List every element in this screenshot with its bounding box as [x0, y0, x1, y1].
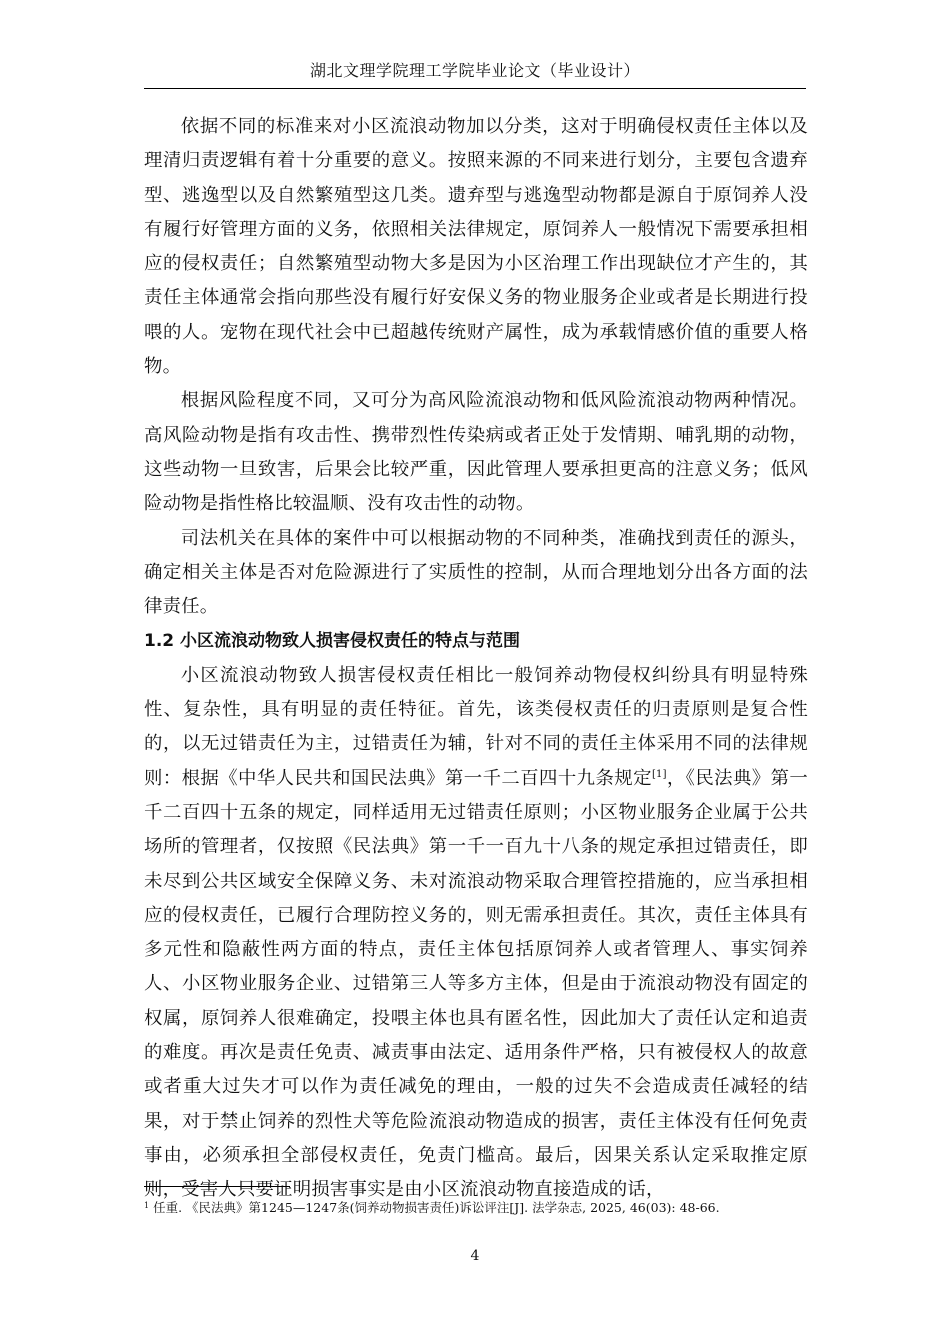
main-text: [144, 110, 808, 1208]
paragraph-text-part-b: ，《民法典》第一千二百四十五条的规定，同样适用无过错责任原则；小区物业服务企业属于公共场所的管理者，仅按照《民法典》第一千一百九十八条的规定承担过错责任，即未尽到公共区域安全保障义务、未对流浪动物采取合理管控措施的，应当承担相应的侵权责任，已履行合理防控义务的，则无需承担责任。其次，责任主体具有多元性和隐蔽性两方面的特点，责任主体包括原饲养人或者管理人、事实饲养人、小区物业服务企业、过错第三人等多方主体，但是由于流浪动物没有固定的权属，原饲养人很难确定，投喂主体也具有匿名性，因此加大了责任认定和追责的难度。再次是责任免责、减责事由法定、适用条件严格，只有被侵权人的故意或者重大过失才可以作为责任减免的理由，一般的过失不会造成责任减轻的结果，对于禁止饲养的烈性犬等危险流浪动物造成的损害，责任主体没有任何免责事由，必须承担全部侵权责任，免责门槛高。最后，因果关系认定采取推定原则，受害人只要证明损害事实是由小区流浪动物直接造成的话，: [144, 767, 808, 1201]
page-number: 4: [470, 1248, 480, 1264]
running-header: 湖北文理学院理工学院毕业论文（毕业设计）: [144, 58, 806, 89]
footnote-mark: 1: [144, 1201, 150, 1210]
paragraph-text-part-a: 小区流浪动物致人损害侵权责任相比一般饲养动物侵权纠纷具有明显特殊性、复杂性，具有明显的责任特征。首先，该类侵权责任的归责原则是复合性的，以无过错责任为主，过错责任为辅，针对不同的责任主体采用不同的法律规则：根据《中华人民共和国民法典》第一千二百四十九条规定: [144, 664, 808, 789]
paragraph-characteristics: [144, 659, 808, 1208]
paragraph-risk-level: 根据风险程度不同，又可分为高风险流浪动物和低风险流浪动物两种情况。高风险动物是指有攻击性、携带烈性传染病或者正处于发情期、哺乳期的动物，这些动物一旦致害，后果会比较严重，因此管理人要承担更高的注意义务；低风险动物是指性格比较温顺、没有攻击性的动物。: [144, 390, 808, 515]
footnote: [144, 1196, 808, 1218]
footnote-reference[interactable]: [1]: [651, 768, 667, 780]
section-heading: 1.2 小区流浪动物致人损害侵权责任的特点与范围: [144, 631, 521, 652]
paragraph-classification: 依据不同的标准来对小区流浪动物加以分类，这对于明确侵权责任主体以及理清归责逻辑有着十分重要的意义。按照来源的不同来进行划分，主要包含遗弃型、逃逸型以及自然繁殖型这几类。遗弃型与逃逸型动物都是源自于原饲养人没有履行好管理方面的义务，依照相关法律规定，原饲养人一般情况下需要承担相应的侵权责任；自然繁殖型动物大多是因为小区治理工作出现缺位才产生的，其责任主体通常会指向那些没有履行好安保义务的物业服务企业或者是长期进行投喂的人。宠物在现代社会中已超越传统财产属性，成为承载情感价值的重要人格物。: [144, 116, 808, 378]
paragraph-judicial: 司法机关在具体的案件中可以根据动物的不同种类，准确找到责任的源头，确定相关主体是否对危险源进行了实质性的控制，从而合理地划分出各方面的法律责任。: [144, 527, 808, 618]
footnote-text: 任重. 《民法典》第1245—1247条(饲养动物损害责任)诉讼评注[J]. 法学杂志, 2025, 46(03): 48-66.: [153, 1200, 720, 1215]
footnote-separator: [144, 1186, 290, 1187]
